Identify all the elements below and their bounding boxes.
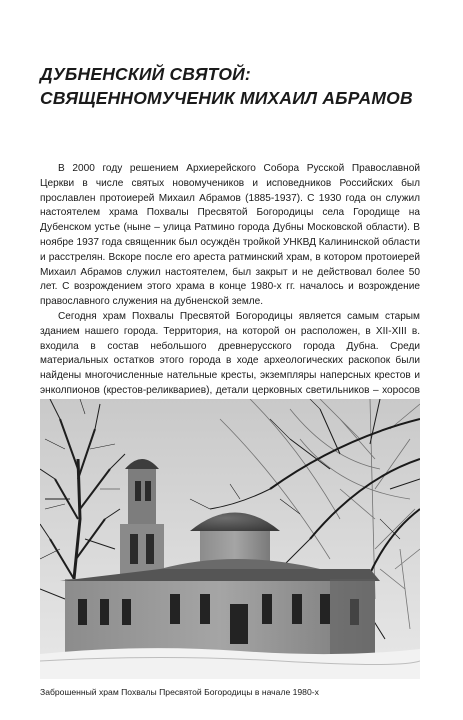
body-text (40, 162, 420, 414)
chapter-title-line-2: СВЯЩЕННОМУЧЕНИК МИХАИЛ АБРАМОВ (40, 88, 413, 108)
chapter-title (40, 62, 440, 110)
chapter-title-line-1: ДУБНЕНСКИЙ СВЯТОЙ: (40, 64, 251, 84)
photo-caption: Заброшенный храм Похвалы Пресвятой Богородицы в начале 1980-х (40, 687, 319, 697)
church-photo (40, 399, 420, 679)
paragraph-1: В 2000 году решением Архиерейского Собора Русской Православной Церкви в числе святых новомучеников и исповедников Российских был прославлен протоиерей Михаил Абрамов (1885-1937). С 1930 года он служил настоятелем храма Похвалы Пресвятой Богородицы села Городище на Дубенском устье (ныне – улица Ратмино города Дубны Московской области). В ноябре 1937 года священник был осуждён тройкой УНКВД Калининской области и расстрелян. Вскоре после его ареста ратминский храм, в котором протоиерей Михаил Абрамов служил настоятелем, был закрыт и не действовал более 50 лет. С возрождением этого храма в конце 1980-х гг. началось и возрождение православного служения на дубненской земле. (40, 163, 420, 308)
paragraph-2: Сегодня храм Похвалы Пресвятой Богородицы является самым старым зданием нашего города. Территория, на которой он расположен, в XII-XIII в. входила в состав небольшого древнерусского города Дубна. Среди материальных остатков этого города в ходе археологических раскопок были найдены многочисленные нательные кресты, экземпляры наперсных крестов и энколпионов (крестов-реликвариев), детали церковных светильников – хоросов (40, 310, 420, 396)
